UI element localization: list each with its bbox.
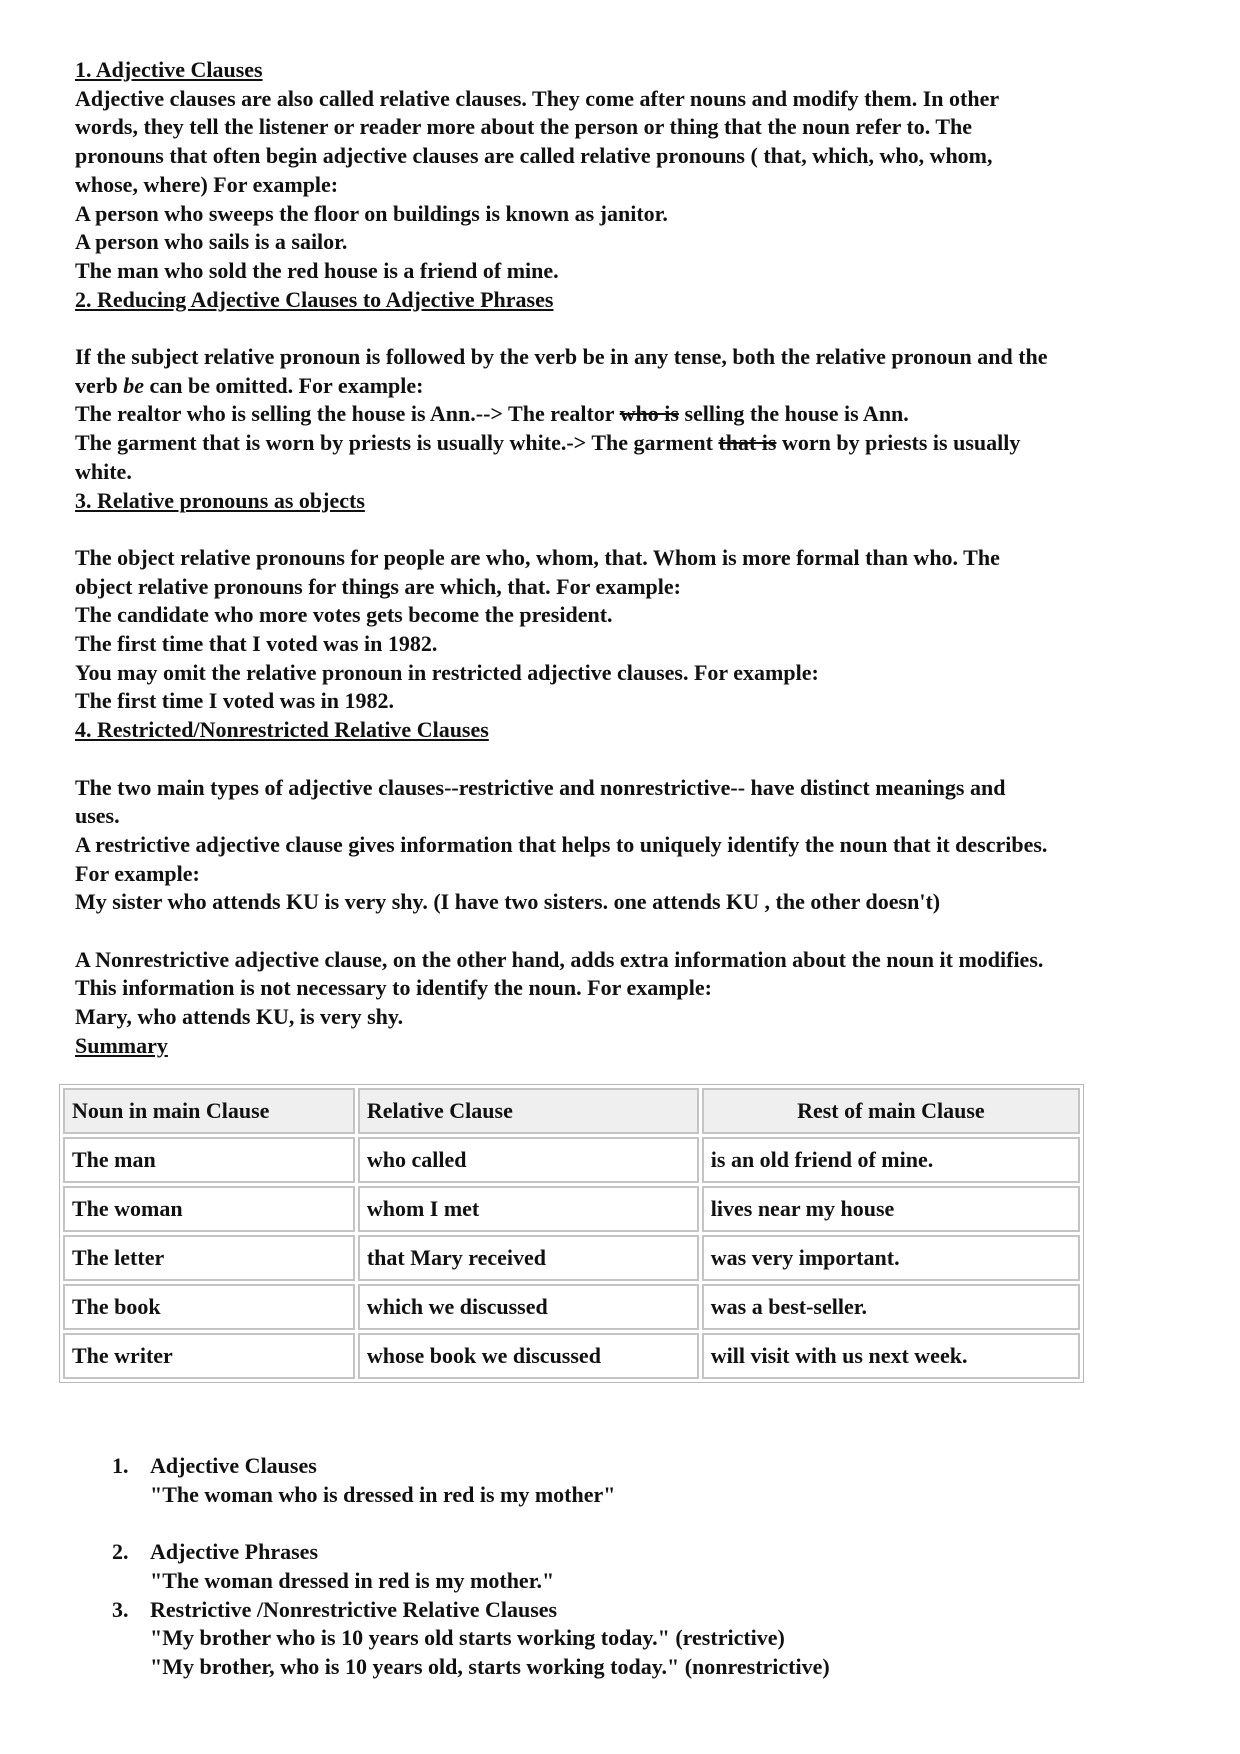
column-header-rest: Rest of main Clause xyxy=(702,1088,1080,1134)
list-item-title: Adjective Clauses xyxy=(150,1453,317,1478)
text-run: The garment that is worn by priests is usually white.-> The garment xyxy=(75,430,719,456)
table-cell: lives near my house xyxy=(702,1186,1080,1232)
section-heading-summary: Summary xyxy=(75,1032,168,1058)
column-header-noun: Noun in main Clause xyxy=(63,1088,355,1134)
section-text-line: A restrictive adjective clause gives information that helps to uniquely identify the noun that it describes. xyxy=(75,831,1048,857)
list-item-title: Restrictive /Nonrestrictive Relative Clauses xyxy=(150,1596,558,1622)
numbered-list xyxy=(112,1452,1112,1682)
spacer xyxy=(75,515,1185,544)
table-cell: The letter xyxy=(63,1235,355,1281)
section-text-line: pronouns that often begin adjective clauses are called relative pronouns ( that, which, who, whom, xyxy=(75,143,993,169)
list-item xyxy=(112,1596,1112,1682)
section-text-line: object relative pronouns for things are which, that. For example: xyxy=(75,573,681,599)
text-run: selling the house is Ann. xyxy=(678,401,909,427)
text-run: verb xyxy=(75,372,124,398)
example-line: The first time I voted was in 1982. xyxy=(75,688,394,714)
summary-table xyxy=(59,1084,1084,1383)
section-text-line: For example: xyxy=(75,860,200,886)
section-heading-relative-pronouns-objects: 3. Relative pronouns as objects xyxy=(75,487,365,513)
text-run: can be omitted. For example: xyxy=(144,372,424,398)
struck-text: who is xyxy=(619,401,679,427)
text-run: worn by priests is usually xyxy=(776,430,1021,456)
table-cell: The writer xyxy=(63,1333,355,1379)
spacer xyxy=(75,917,1185,946)
list-number: 1. xyxy=(112,1453,129,1478)
section-text-line: You may omit the relative pronoun in restricted adjective clauses. For example: xyxy=(75,659,819,685)
document-body xyxy=(75,56,1185,1061)
italic-word: be xyxy=(123,372,145,398)
list-item xyxy=(112,1538,1112,1595)
list-item-title: Adjective Phrases xyxy=(150,1539,319,1565)
example-line: A person who sweeps the floor on buildings is known as janitor. xyxy=(75,200,668,226)
table-cell: whose book we discussed xyxy=(358,1333,699,1379)
table-row xyxy=(63,1235,1080,1281)
example-line xyxy=(75,429,1185,458)
table-cell: was very important. xyxy=(702,1235,1080,1281)
list-number: 2. xyxy=(112,1539,129,1565)
example-line: The first time that I voted was in 1982. xyxy=(75,631,438,657)
list-item-example: "My brother who is 10 years old starts working today." (restrictive) xyxy=(150,1625,785,1651)
example-line: My sister who attends KU is very shy. (I have two sisters. one attends KU , the other doesn't) xyxy=(75,889,941,915)
section-text-line: whose, where) For example: xyxy=(75,171,339,197)
table-cell: The man xyxy=(63,1137,355,1183)
section-heading-reducing-clauses: 2. Reducing Adjective Clauses to Adjective Phrases xyxy=(75,286,554,312)
section-text-line: words, they tell the listener or reader more about the person or thing that the noun refer to. The xyxy=(75,114,973,140)
section-text-line: The object relative pronouns for people are who, whom, that. Whom is more formal than who. The xyxy=(75,544,1000,570)
table-cell: which we discussed xyxy=(358,1284,699,1330)
section-heading-adjective-clauses: 1. Adjective Clauses xyxy=(75,57,263,82)
text-run: The realtor who is selling the house is Ann.--> The realtor xyxy=(75,401,620,427)
spacer xyxy=(112,1509,1112,1538)
example-line: The candidate who more votes gets become the president. xyxy=(75,602,613,628)
table-cell: who called xyxy=(358,1137,699,1183)
section-text-line: uses. xyxy=(75,803,120,829)
section-heading-restricted-clauses: 4. Restricted/Nonrestricted Relative Clauses xyxy=(75,717,489,743)
list-item xyxy=(112,1452,1112,1509)
table-header-row xyxy=(63,1088,1080,1134)
table-row xyxy=(63,1186,1080,1232)
column-header-relative-clause: Relative Clause xyxy=(358,1088,699,1134)
section-text-line: A Nonrestrictive adjective clause, on the other hand, adds extra information about the noun it modifies. xyxy=(75,946,1044,972)
table-cell: was a best-seller. xyxy=(702,1284,1080,1330)
list-number: 3. xyxy=(112,1596,129,1622)
table-row xyxy=(63,1333,1080,1379)
example-line xyxy=(75,400,1185,429)
table-row xyxy=(63,1284,1080,1330)
example-line: A person who sails is a sailor. xyxy=(75,229,348,255)
table-cell: The woman xyxy=(63,1186,355,1232)
example-line: white. xyxy=(75,458,132,484)
example-line: Mary, who attends KU, is very shy. xyxy=(75,1004,404,1030)
struck-text: that is xyxy=(718,430,777,456)
table-cell: that Mary received xyxy=(358,1235,699,1281)
example-line: The man who sold the red house is a friend of mine. xyxy=(75,257,559,283)
section-text-line: If the subject relative pronoun is followed by the verb be in any tense, both the relative pronoun and the xyxy=(75,344,1048,370)
table-cell: The book xyxy=(63,1284,355,1330)
section-text-line xyxy=(75,372,1185,401)
table-cell: whom I met xyxy=(358,1186,699,1232)
list-item-example: "The woman dressed in red is my mother." xyxy=(150,1567,555,1593)
list-item-example: "My brother, who is 10 years old, starts working today." (nonrestrictive) xyxy=(150,1653,830,1679)
table-cell: will visit with us next week. xyxy=(702,1333,1080,1379)
section-text-line: Adjective clauses are also called relative clauses. They come after nouns and modify them. In other xyxy=(75,85,1000,111)
table-cell: is an old friend of mine. xyxy=(702,1137,1080,1183)
table-row xyxy=(63,1137,1080,1183)
spacer xyxy=(75,745,1185,774)
list-item-example: "The woman who is dressed in red is my mother" xyxy=(150,1481,616,1507)
spacer xyxy=(75,314,1185,343)
section-text-line: This information is not necessary to identify the noun. For example: xyxy=(75,975,712,1001)
section-text-line: The two main types of adjective clauses--restrictive and nonrestrictive-- have distinct meanings and xyxy=(75,774,1006,800)
